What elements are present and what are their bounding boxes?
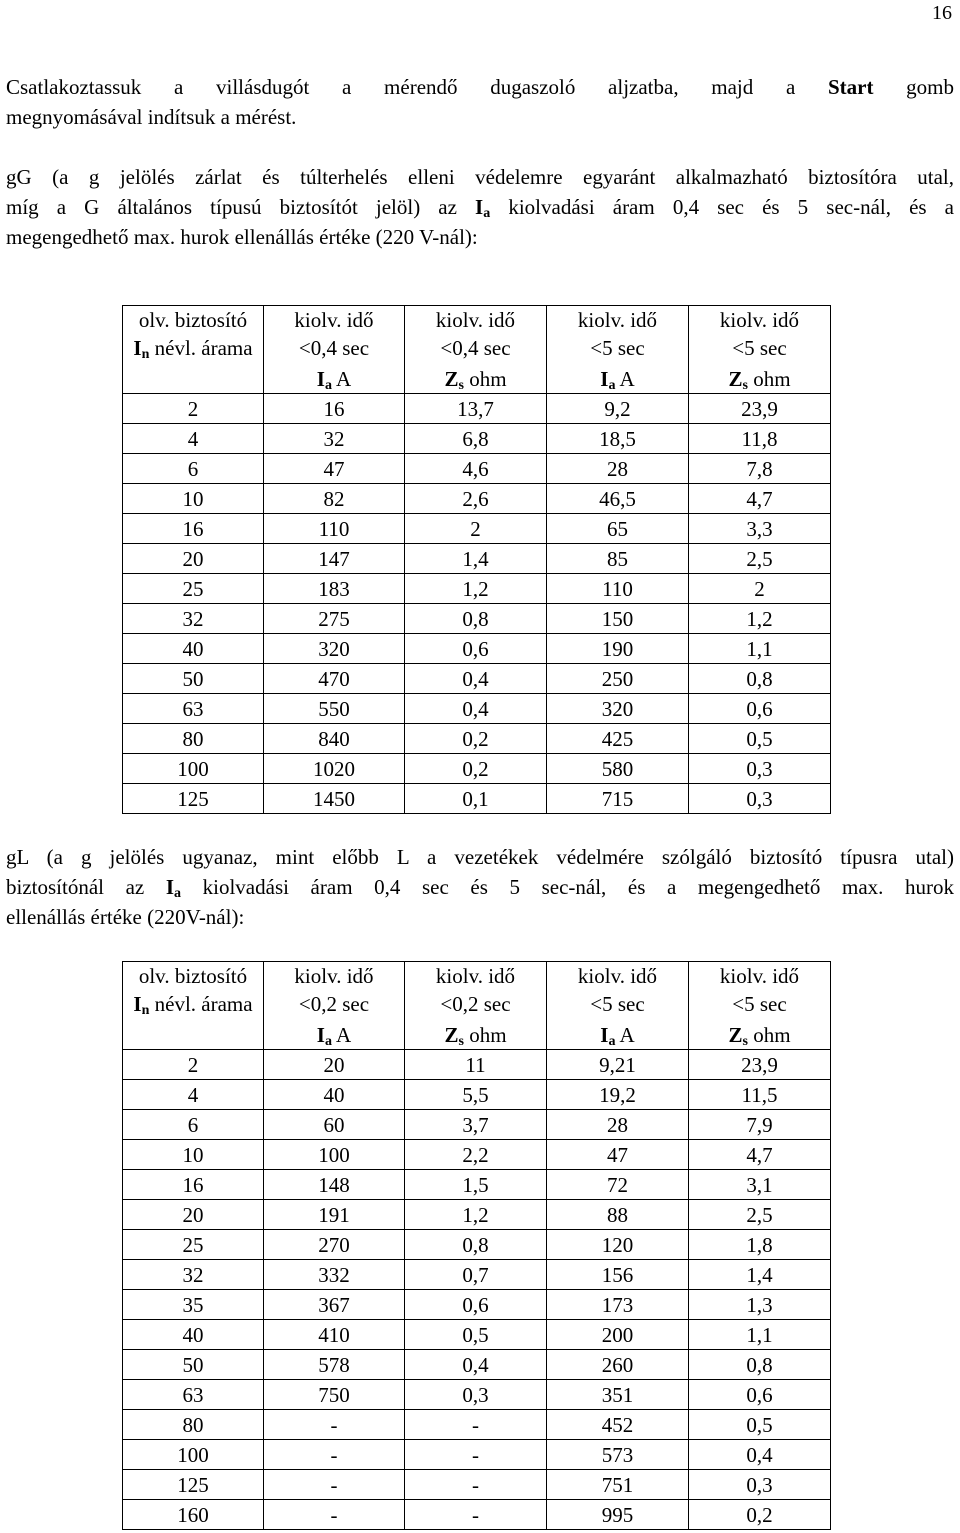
gl-fuse-table [122,961,831,1530]
column-header [123,962,264,1021]
table-cell: 1,4 [405,544,547,574]
table-cell: 125 [123,1470,264,1500]
table-cell: 0,4 [405,664,547,694]
table-cell: - [405,1500,547,1530]
table-cell: 2,5 [689,544,831,574]
table-cell: 60 [264,1110,405,1140]
table-cell: 351 [547,1380,689,1410]
gg-line-1: gG (a g jelölés zárlat és túlterhelés elleni védelemre egyaránt alkalmazható biztosítóra utal, [6,165,954,189]
table-row [123,1260,831,1290]
in-subscript: n [141,1003,150,1018]
table-cell: 0,5 [689,724,831,754]
table-cell: 2 [123,1050,264,1080]
table-cell: 1,3 [689,1290,831,1320]
column-header-line2 [123,334,263,362]
table-cell: 63 [123,694,264,724]
table-row [123,694,831,724]
table-cell: 0,6 [689,1380,831,1410]
table-cell: 85 [547,544,689,574]
table-cell: 750 [264,1380,405,1410]
table-cell: 120 [547,1230,689,1260]
table-cell: 4,6 [405,454,547,484]
table-row [123,1140,831,1170]
column-header-line1: kiolv. idő [719,308,800,332]
table-cell: 183 [264,574,405,604]
table-cell: 72 [547,1170,689,1200]
gg-text-end: kiolvadási áram 0,4 sec és 5 sec-nál, és a [490,195,954,219]
table-row [123,664,831,694]
unit-cell-empty [123,364,264,394]
column-header-line1: kiolv. idő [577,308,658,332]
table-cell: 0,7 [405,1260,547,1290]
table-cell: 100 [123,754,264,784]
table-cell: 28 [547,1110,689,1140]
unit-cell [264,364,405,394]
unit-subscript: a [608,1033,616,1049]
table-cell: 0,6 [689,694,831,724]
table-row [123,574,831,604]
column-header-line1: olv. biztosító [138,308,248,332]
column-header-rest: névl. árama [149,336,253,360]
gg-paragraph [6,162,954,252]
table-cell: 573 [547,1440,689,1470]
unit-row [123,364,831,394]
table-cell: 0,3 [405,1380,547,1410]
column-header [264,962,405,1021]
unit-label: A [331,366,352,391]
table-cell: 82 [264,484,405,514]
table-row [123,754,831,784]
table-row [123,1230,831,1260]
table-cell: 1,1 [689,634,831,664]
table-cell: 7,8 [689,454,831,484]
table-cell: 1,5 [405,1170,547,1200]
table-cell: 425 [547,724,689,754]
table-cell: 840 [264,724,405,754]
column-header-line2 [123,990,263,1018]
table-cell: 100 [123,1440,264,1470]
table-cell: 50 [123,664,264,694]
column-header-line1: kiolv. idő [577,964,658,988]
table-cell: 0,6 [405,1290,547,1320]
table-cell: 367 [264,1290,405,1320]
table-row [123,1440,831,1470]
table-row [123,1500,831,1530]
table-cell: 6 [123,1110,264,1140]
table-cell: 25 [123,1230,264,1260]
table-row [123,454,831,484]
column-header-line1: kiolv. idő [294,308,374,332]
column-header-rest: névl. árama [149,992,253,1016]
table-cell: 1,4 [689,1260,831,1290]
table-cell: 452 [547,1410,689,1440]
table-cell: 0,6 [405,634,547,664]
unit-symbol: $I_a$ [600,366,616,393]
start-button-label: Start [827,75,874,99]
table-cell: 1450 [264,784,405,814]
unit-cell [264,1020,405,1050]
table-row [123,1410,831,1440]
table-row [123,1170,831,1200]
in-symbol: $I_n$ [133,992,150,1018]
table-cell: 20 [264,1050,405,1080]
table-cell: 275 [264,604,405,634]
table-cell: 410 [264,1320,405,1350]
table-cell: 1,8 [689,1230,831,1260]
unit-symbol: $I_a$ [600,1022,616,1049]
table-cell: 9,2 [547,394,689,424]
table-cell: 2,5 [689,1200,831,1230]
table-cell: 2,6 [405,484,547,514]
table-cell: 11 [405,1050,547,1080]
table-cell: 80 [123,1410,264,1440]
table-row [123,514,831,544]
table-cell: 0,3 [689,1470,831,1500]
table-cell: 200 [547,1320,689,1350]
table-cell: 715 [547,784,689,814]
table-cell: 260 [547,1350,689,1380]
ia-symbol: $I_a$ [475,195,491,221]
table-cell: 23,9 [689,394,831,424]
gg-line-3: megengedhető max. hurok ellenállás értéke (220 V-nál): [6,225,478,249]
table-cell: 35 [123,1290,264,1320]
table-cell: - [264,1440,405,1470]
table-row [123,394,831,424]
table-row [123,1290,831,1320]
gg-line-2 [6,192,954,222]
table-cell: 578 [264,1350,405,1380]
table-cell: 1020 [264,754,405,784]
table-cell: 25 [123,574,264,604]
table-cell: 2,2 [405,1140,547,1170]
unit-cell [405,364,547,394]
table-cell: - [264,1500,405,1530]
table-cell: - [264,1410,405,1440]
unit-subscript: s [742,1033,748,1049]
table-cell: 0,8 [689,1350,831,1380]
gl-line-2 [6,872,954,902]
table-cell: 751 [547,1470,689,1500]
table-cell: 2 [123,394,264,424]
table-cell: 47 [547,1140,689,1170]
table-cell: - [264,1470,405,1500]
table-row [123,784,831,814]
table-cell: 580 [547,754,689,784]
table-row [123,1470,831,1500]
table-cell: 0,4 [405,1350,547,1380]
unit-subscript: a [324,1033,332,1049]
table-cell: 19,2 [547,1080,689,1110]
table-cell: 11,5 [689,1080,831,1110]
table-cell: 32 [123,1260,264,1290]
column-header-line1: kiolv. idő [719,964,800,988]
table-cell: - [405,1470,547,1500]
table-cell: 0,3 [689,754,831,784]
table-cell: 0,8 [405,604,547,634]
column-header-line2: <0,4 sec [298,336,370,360]
column-header-line2: <0,2 sec [298,992,370,1016]
table-cell: 550 [264,694,405,724]
gg-text: míg a G általános típusú biztosítót jelöl) az [6,195,476,219]
column-header [123,306,264,365]
column-header-line2: <5 sec [732,336,787,360]
table-cell: 190 [547,634,689,664]
table-cell: 156 [547,1260,689,1290]
table-cell: 0,5 [405,1320,547,1350]
unit-cell [547,1020,689,1050]
table-row [123,544,831,574]
column-header [405,306,547,365]
table-cell: 65 [547,514,689,544]
column-header [264,306,405,365]
column-header-line2: <5 sec [590,992,645,1016]
table-cell: 2 [405,514,547,544]
table-cell: 10 [123,484,264,514]
table-cell: 110 [547,574,689,604]
column-header [689,962,831,1021]
table-cell: 16 [123,1170,264,1200]
column-header-line2: <5 sec [590,336,645,360]
table-cell: 2 [689,574,831,604]
table-cell: 150 [547,604,689,634]
table-cell: 88 [547,1200,689,1230]
unit-symbol: $Z_s$ [728,1022,748,1049]
table-cell: 40 [123,1320,264,1350]
unit-cell [547,364,689,394]
table-cell: 3,1 [689,1170,831,1200]
table-cell: 147 [264,544,405,574]
table-row [123,1350,831,1380]
table-cell: 1,2 [405,574,547,604]
table-cell: 0,5 [689,1410,831,1440]
in-subscript: n [141,347,150,362]
intro-line-2: megnyomásával indítsuk a mérést. [6,105,297,129]
table-cell: 40 [123,634,264,664]
table-cell: 0,4 [405,694,547,724]
column-header-line1: kiolv. idő [294,964,374,988]
unit-cell [689,1020,831,1050]
unit-cell-empty [123,1020,264,1050]
gl-line-3: ellenállás értéke (220V-nál): [6,905,245,929]
unit-label: ohm [463,366,507,391]
table-cell: 173 [547,1290,689,1320]
column-header [689,306,831,365]
unit-label: ohm [463,1022,507,1047]
table-cell: 125 [123,784,264,814]
table-cell: 28 [547,454,689,484]
table-cell: - [405,1440,547,1470]
table-cell: 1,1 [689,1320,831,1350]
header-row [123,306,831,365]
table-row [123,724,831,754]
table-cell: 0,8 [689,664,831,694]
table-cell: 160 [123,1500,264,1530]
table-cell: 23,9 [689,1050,831,1080]
table-cell: - [405,1410,547,1440]
table-cell: 110 [264,514,405,544]
unit-symbol: $Z_s$ [444,366,464,393]
table-cell: 18,5 [547,424,689,454]
page-number: 16 [932,2,952,24]
table-cell: 16 [264,394,405,424]
gl-line-1: gL (a g jelölés ugyanaz, mint előbb L a vezetékek védelmére szólgáló biztosító típusra utal) [6,845,954,869]
table-cell: 0,3 [689,784,831,814]
table-row [123,1320,831,1350]
table-cell: 4,7 [689,484,831,514]
table-cell: 32 [123,604,264,634]
table-cell: 332 [264,1260,405,1290]
unit-label: ohm [747,1022,791,1047]
table-row [123,1380,831,1410]
table-row [123,1200,831,1230]
in-symbol: $I_n$ [133,336,150,362]
unit-row [123,1020,831,1050]
table-cell: 148 [264,1170,405,1200]
table-cell: 0,1 [405,784,547,814]
table-cell: 5,5 [405,1080,547,1110]
gl-text: biztosítónál az [6,875,166,899]
unit-label: A [615,1022,635,1047]
table-cell: 7,9 [689,1110,831,1140]
table-cell: 16 [123,514,264,544]
gg-fuse-table [122,305,831,814]
column-header-line1: kiolv. idő [435,308,516,332]
table-row [123,1050,831,1080]
unit-subscript: s [742,377,748,393]
table-cell: 50 [123,1350,264,1380]
table-cell: 9,21 [547,1050,689,1080]
table-cell: 1,2 [405,1200,547,1230]
table-cell: 10 [123,1140,264,1170]
table-cell: 470 [264,664,405,694]
unit-subscript: a [324,377,332,393]
table-cell: 0,2 [405,754,547,784]
table-cell: 3,7 [405,1110,547,1140]
unit-symbol: $Z_s$ [728,366,748,393]
table-cell: 63 [123,1380,264,1410]
gl-text-end: kiolvadási áram 0,4 sec és 5 sec-nál, és a megengedhető max. hurok [181,875,954,899]
table-cell: 80 [123,724,264,754]
table-cell: 270 [264,1230,405,1260]
column-header [547,306,689,365]
column-header [547,962,689,1021]
table-cell: 20 [123,1200,264,1230]
column-header-line1: olv. biztosító [138,964,248,988]
table-cell: 191 [264,1200,405,1230]
table-cell: 46,5 [547,484,689,514]
gl-paragraph [6,842,954,932]
table-cell: 32 [264,424,405,454]
table-cell: 4 [123,424,264,454]
table-row [123,604,831,634]
table-cell: 4 [123,1080,264,1110]
table-row [123,1080,831,1110]
intro-text: Csatlakoztassuk a villásdugót a mérendő dugaszoló aljzatba, majd a [6,75,828,99]
unit-label: A [615,366,635,391]
unit-label: A [331,1022,352,1047]
table-cell: 320 [547,694,689,724]
unit-symbol: $I_a$ [316,1022,332,1049]
unit-label: ohm [747,366,791,391]
unit-subscript: a [608,377,616,393]
table-cell: 3,3 [689,514,831,544]
table-cell: 40 [264,1080,405,1110]
table-cell: 4,7 [689,1140,831,1170]
table-cell: 0,4 [689,1440,831,1470]
table-row [123,1110,831,1140]
table-cell: 6 [123,454,264,484]
table-cell: 0,2 [405,724,547,754]
table-cell: 320 [264,634,405,664]
unit-subscript: s [458,377,464,393]
unit-symbol: $Z_s$ [444,1022,464,1049]
table-cell: 250 [547,664,689,694]
table-cell: 20 [123,544,264,574]
unit-symbol: $I_a$ [316,366,332,393]
table-cell: 0,2 [689,1500,831,1530]
column-header-line2: <0,4 sec [440,336,511,360]
column-header-line2: <0,2 sec [440,992,511,1016]
table-row [123,484,831,514]
column-header [405,962,547,1021]
table-cell: 47 [264,454,405,484]
column-header-line2: <5 sec [732,992,787,1016]
table-cell: 13,7 [405,394,547,424]
column-header-line1: kiolv. idő [435,964,516,988]
unit-cell [405,1020,547,1050]
unit-cell [689,364,831,394]
table-row [123,634,831,664]
intro-paragraph [6,72,954,132]
table-cell: 995 [547,1500,689,1530]
table-cell: 1,2 [689,604,831,634]
table-cell: 0,8 [405,1230,547,1260]
table-cell: 11,8 [689,424,831,454]
table-cell: 6,8 [405,424,547,454]
table-cell: 100 [264,1140,405,1170]
unit-subscript: s [458,1033,464,1049]
intro-text-end: gomb [873,75,954,99]
table-row [123,424,831,454]
header-row [123,962,831,1021]
intro-line-1 [6,72,954,102]
ia-symbol: $I_a$ [165,875,182,901]
